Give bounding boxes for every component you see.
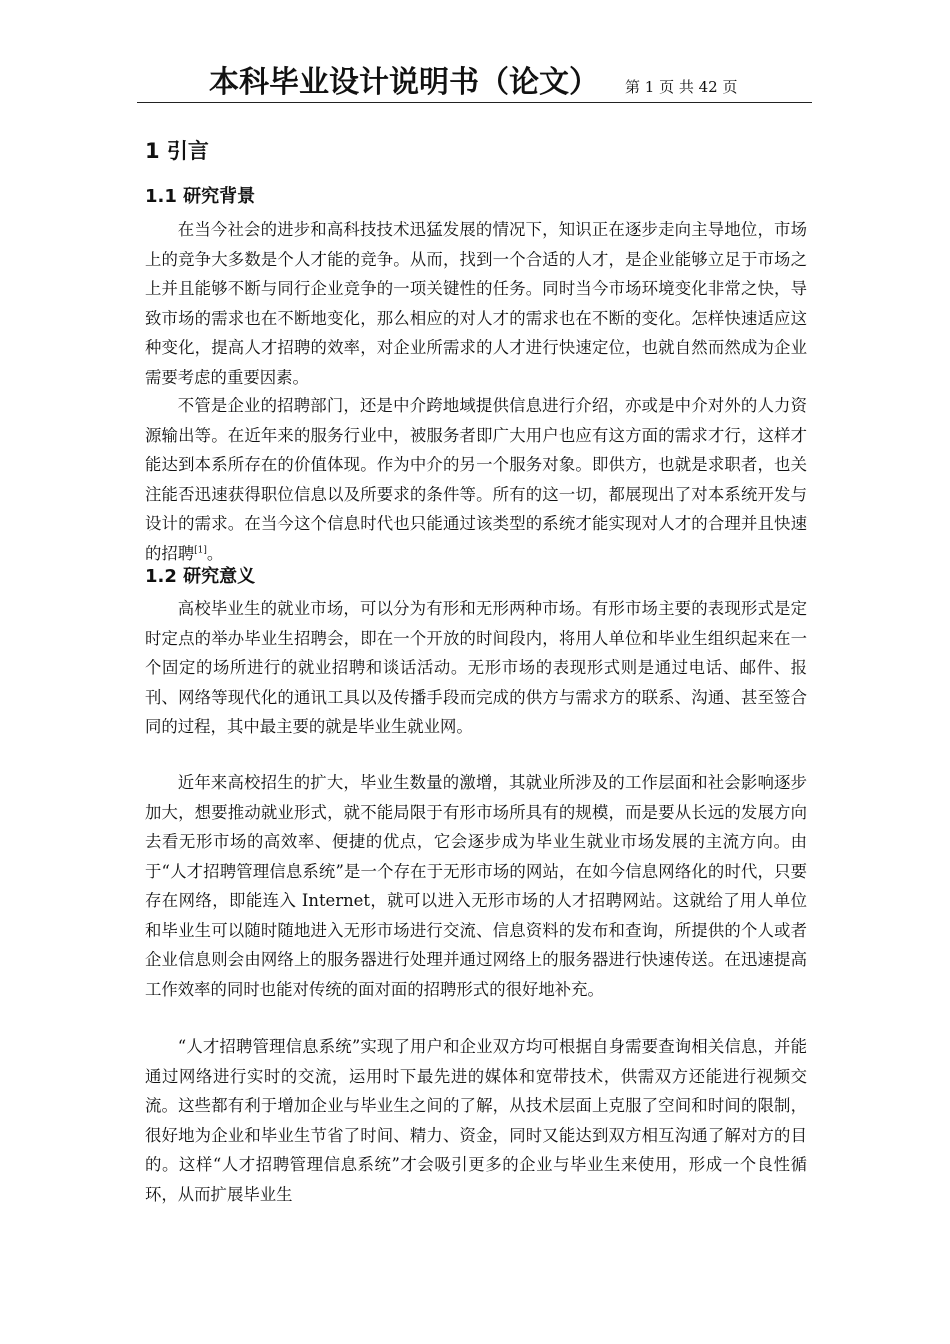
page-number: 第 1 页 共 42 页: [625, 78, 738, 96]
citation-reference: [1]: [194, 545, 207, 556]
paragraph-significance-3: “人才招聘管理信息系统”实现了用户和企业双方均可根据自身需要查询相关信息，并能通过网络进行实时的交流，运用时下最先进的媒体和宽带技术，供需双方还能进行视频交流。这些都有利于增加企业与毕业生之间的了解，从技术层面上克服了空间和时间的限制，很好地为企业和毕业生节省了时间、精力、资金，同时又能达到双方相互沟通了解对方的目的。这样“人才招聘管理信息系统”才会吸引更多的企业与毕业生来使用，形成一个良性循环，从而扩展毕业生: [145, 1037, 807, 1204]
section-heading-significance: 1.2 研究意义: [145, 566, 256, 587]
paragraph-text: 不管是企业的招聘部门，还是中介跨地域提供信息进行介绍，亦或是中介对外的人力资源输出等。在近年来的服务行业中，被服务者即广大用户也应有这方面的需求才行，这样才能达到本系所存在的价值体现。作为中介的另一个服务对象。即供方，也就是求职者，也关注能否迅速获得职位信息以及所要求的条件等。所有的这一切，都展现出了对本系统开发与设计的需求。在当今这个信息时代也只能通过该类型的系统才能实现对人才的合理并且快速的招聘: [145, 396, 807, 563]
section-heading-background: 1.1 研究背景: [145, 186, 256, 207]
paragraph-background-2: [145, 391, 807, 568]
document-title: 本科毕业设计说明书（论文）: [209, 65, 599, 100]
section-heading-intro: 1 引言: [145, 139, 209, 163]
paragraph-significance-2: 近年来高校招生的扩大，毕业生数量的激增，其就业所涉及的工作层面和社会影响逐步加大，想要推动就业形式，就不能局限于有形市场所具有的规模，而是要从长远的发展方向去看无形市场的高效率、便捷的优点，它会逐步成为毕业生就业市场发展的主流方向。由于“人才招聘管理信息系统”是一个存在于无形市场的网站，在如今信息网络化的时代，只要存在网络，即能连入 Internet，就可以进入无形市场的人才招聘网站。这就给了用人单位和毕业生可以随时随地进入无形市场进行交流、信息资料的发布和查询，所提供的个人或者企业信息则会由网络上的服务器进行处理并通过网络上的服务器进行快速传送。在迅速提高工作效率的同时也能对传统的面对面的招聘形式的很好地补充。: [145, 773, 807, 999]
paragraph-end: 。: [206, 543, 224, 563]
paragraph-significance-1: 高校毕业生的就业市场，可以分为有形和无形两种市场。有形市场主要的表现形式是定时定点的举办毕业生招聘会，即在一个开放的时间段内，将用人单位和毕业生组织起来在一个固定的场所进行的就业招聘和谈话活动。无形市场的表现形式则是通过电话、邮件、报刊、网络等现代化的通讯工具以及传播手段而完成的供方与需求方的联系、沟通、甚至签合同的过程，其中最主要的就是毕业生就业网。: [145, 599, 807, 736]
paragraph-background-1: 在当今社会的进步和高科技技术迅猛发展的情况下，知识正在逐步走向主导地位，市场上的竞争大多数是个人才能的竞争。从而，找到一个合适的人才，是企业能够立足于市场之上并且能够不断与同行企业竞争的一项关键性的任务。同时当今市场环境变化非常之快，导致市场的需求也在不断地变化，那么相应的对人才的需求也在不断的变化。怎样快速适应这种变化，提高人才招聘的效率，对企业所需求的人才进行快速定位，也就自然而然成为企业需要考虑的重要因素。: [145, 220, 807, 387]
page-header: [137, 64, 812, 103]
